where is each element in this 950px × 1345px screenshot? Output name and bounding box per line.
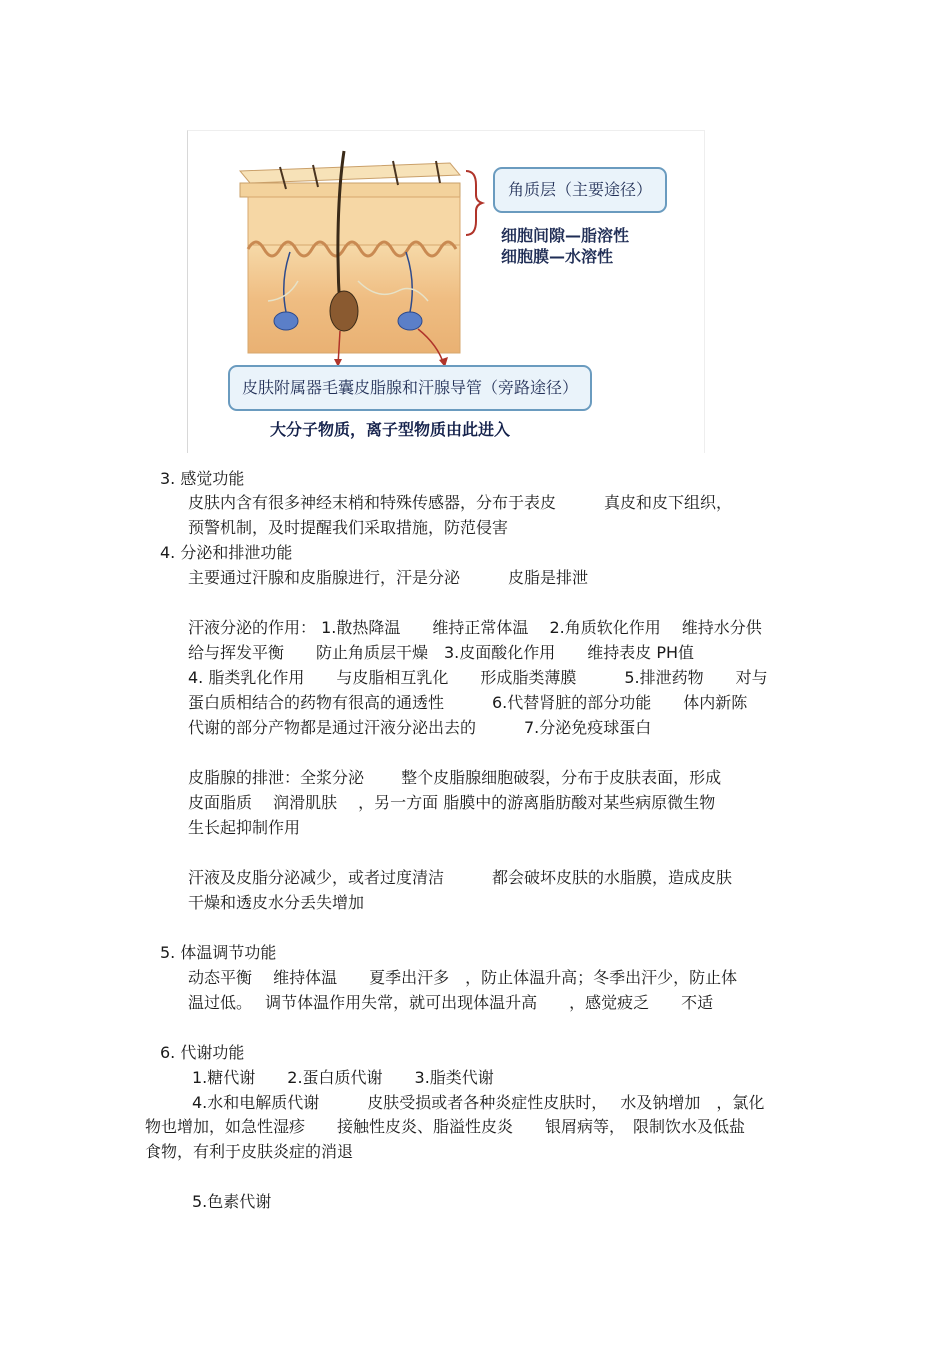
text-line: 1.糖代谢 2.蛋白质代谢 3.脂类代谢 [192,1068,494,1087]
skin-structure-figure [187,130,705,453]
figure-caption: 大分子物质，离子型物质由此进入 [270,420,511,439]
text-line: 皮肤内含有很多神经末梢和特殊传感器，分布于表皮 真皮和皮下组织， [188,493,733,512]
stratum-corneum-label: 角质层（主要途径） [493,167,667,213]
text-line: 蛋白质相结合的药物有很高的通透性 6.代替肾脏的部分功能 体内新陈 [188,693,748,712]
text-line: 主要通过汗腺和皮脂腺进行，汗是分泌 皮脂是排泄 [188,568,589,587]
text-line: 物也增加，如急性湿疹 接触性皮炎、脂溢性皮炎 银屑病等， 限制饮水及低盐 [145,1117,746,1136]
membrane-route-label: 细胞膜—水溶性 [501,247,614,266]
heading-sensory-function: 3. 感觉功能 [160,469,245,488]
text-line: 代谢的部分产物都是通过汗液分泌出去的 7.分泌免疫球蛋白 [188,718,652,737]
text-line: 皮面脂质 润滑肌肤 ，另一方面 脂膜中的游离脂肪酸对某些病原微生物 [188,793,716,812]
text-line: 汗液分泌的作用： 1.散热降温 维持正常体温 2.角质软化作用 维持水分供 [188,618,762,637]
text-line: 4.水和电解质代谢 皮肤受损或者各种炎症性皮肤时， 水及钠增加 ，氯化 [192,1093,765,1112]
text-line: 预警机制，及时提醒我们采取措施，防范侵害 [188,518,509,537]
heading-secretion-excretion: 4. 分泌和排泄功能 [160,543,293,562]
text-line: 食物，有利于皮肤炎症的消退 [145,1142,354,1161]
text-line: 给与挥发平衡 防止角质层干燥 3.皮面酸化作用 维持表皮 PH值 [188,643,695,662]
text-line: 温过低。 调节体温作用失常，就可出现体温升高 ，感觉疲乏 不适 [188,993,714,1012]
text-line: 生长起抑制作用 [188,818,301,837]
intercellular-route-label: 细胞间隙—脂溶性 [501,226,630,245]
text-line: 5.色素代谢 [192,1192,272,1211]
text-line: 4. 脂类乳化作用 与皮脂相互乳化 形成脂类薄膜 5.排泄药物 对与 [188,668,768,687]
text-line: 皮脂腺的排泄：全浆分泌 整个皮脂腺细胞破裂，分布于皮肤表面，形成 [188,768,722,787]
heading-thermoregulation: 5. 体温调节功能 [160,943,277,962]
text-line: 汗液及皮脂分泌减少，或者过度清洁 都会破坏皮肤的水脂膜，造成皮肤 [188,868,733,887]
appendage-route-label: 皮肤附属器毛囊皮脂腺和汗腺导管（旁路途径） [228,365,592,411]
text-line: 动态平衡 维持体温 夏季出汗多 ，防止体温升高；冬季出汗少，防止体 [188,968,738,987]
text-line: 干燥和透皮水分丢失增加 [188,893,365,912]
heading-metabolism: 6. 代谢功能 [160,1043,245,1062]
